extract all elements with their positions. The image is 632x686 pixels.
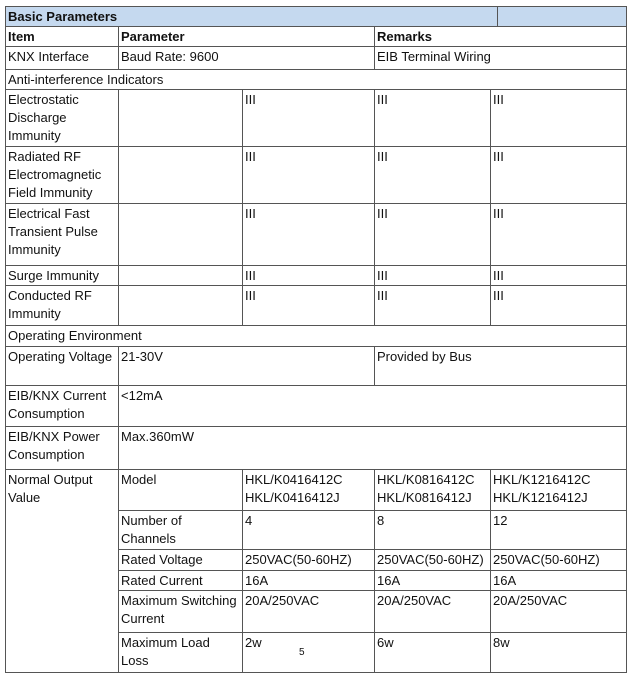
table-row [6, 204, 627, 266]
page-number: 5 [299, 647, 305, 658]
header-item: Item [6, 27, 119, 47]
output-value: 6w [375, 633, 491, 673]
immunity-blank [119, 147, 243, 204]
immunity-level: III [243, 147, 375, 204]
output-label: Rated Voltage [119, 550, 243, 571]
output-item: Normal Output Value [6, 470, 119, 673]
table-row [6, 266, 627, 286]
anti-section-label: Anti-interference Indicators [6, 70, 627, 90]
eib-power-param: Max.360mW [119, 427, 627, 470]
immunity-level: III [491, 147, 627, 204]
immunity-level: III [491, 266, 627, 286]
immunity-level: III [243, 204, 375, 266]
op-voltage-param: 21-30V [119, 347, 375, 386]
eib-current-item: EIB/KNX Current Consumption [6, 386, 119, 427]
header-remarks: Remarks [375, 27, 627, 47]
immunity-blank [119, 90, 243, 147]
immunity-blank [119, 266, 243, 286]
output-value: 8 [375, 511, 491, 550]
immunity-level: III [375, 90, 491, 147]
output-label: Rated Current [119, 571, 243, 591]
title-row [6, 7, 627, 27]
output-value: 250VAC(50-60HZ) [375, 550, 491, 571]
knx-param: Baud Rate: 9600 [119, 47, 375, 70]
immunity-level: III [491, 204, 627, 266]
immunity-blank [119, 204, 243, 266]
output-value: 12 [491, 511, 627, 550]
immunity-name: Surge Immunity [6, 266, 119, 286]
knx-remark: EIB Terminal Wiring [375, 47, 627, 70]
output-value: 16A [243, 571, 375, 591]
op-voltage-remark: Provided by Bus [375, 347, 627, 386]
immunity-name: Electrical Fast Transient Pulse Immunity [6, 204, 119, 266]
header-parameter: Parameter [119, 27, 375, 47]
immunity-level: III [491, 286, 627, 326]
table-row [6, 347, 627, 386]
table-row [6, 90, 627, 147]
output-value: HKL/K1216412C HKL/K1216412J [491, 470, 627, 511]
column-header-row [6, 27, 627, 47]
immunity-level: III [243, 266, 375, 286]
op-voltage-item: Operating Voltage [6, 347, 119, 386]
section-row [6, 326, 627, 347]
output-value: 250VAC(50-60HZ) [491, 550, 627, 571]
output-label: Number of Channels [119, 511, 243, 550]
output-value: 20A/250VAC [491, 591, 627, 633]
table-row [6, 147, 627, 204]
eib-current-param: <12mA [119, 386, 627, 427]
immunity-level: III [375, 286, 491, 326]
output-value: 20A/250VAC [375, 591, 491, 633]
section-row [6, 70, 627, 90]
eib-power-item: EIB/KNX Power Consumption [6, 427, 119, 470]
output-value: HKL/K0816412C HKL/K0816412J [375, 470, 491, 511]
table-row [6, 286, 627, 326]
immunity-level: III [375, 266, 491, 286]
immunity-name: Radiated RF Electromagnetic Field Immunity [6, 147, 119, 204]
output-value: HKL/K0416412C HKL/K0416412J [243, 470, 375, 511]
output-value: 2w [243, 633, 375, 673]
output-label: Maximum Load Loss [119, 633, 243, 673]
table-row [6, 470, 627, 511]
output-value: 4 [243, 511, 375, 550]
output-label: Model [119, 470, 243, 511]
output-label: Maximum Switching Current [119, 591, 243, 633]
immunity-level: III [243, 286, 375, 326]
knx-item: KNX Interface [6, 47, 119, 70]
title-blank-cell [498, 7, 627, 27]
immunity-level: III [375, 147, 491, 204]
immunity-blank [119, 286, 243, 326]
output-value: 250VAC(50-60HZ) [243, 550, 375, 571]
parameters-table [5, 6, 627, 673]
table-title: Basic Parameters [6, 7, 498, 27]
output-value: 8w [491, 633, 627, 673]
immunity-level: III [375, 204, 491, 266]
table-row [6, 47, 627, 70]
immunity-level: III [491, 90, 627, 147]
immunity-level: III [243, 90, 375, 147]
immunity-name: Conducted RF Immunity [6, 286, 119, 326]
env-section-label: Operating Environment [6, 326, 627, 347]
output-value: 16A [491, 571, 627, 591]
output-value: 20A/250VAC [243, 591, 375, 633]
table-row [6, 427, 627, 470]
table-row [6, 386, 627, 427]
output-value: 16A [375, 571, 491, 591]
immunity-name: Electrostatic Discharge Immunity [6, 90, 119, 147]
